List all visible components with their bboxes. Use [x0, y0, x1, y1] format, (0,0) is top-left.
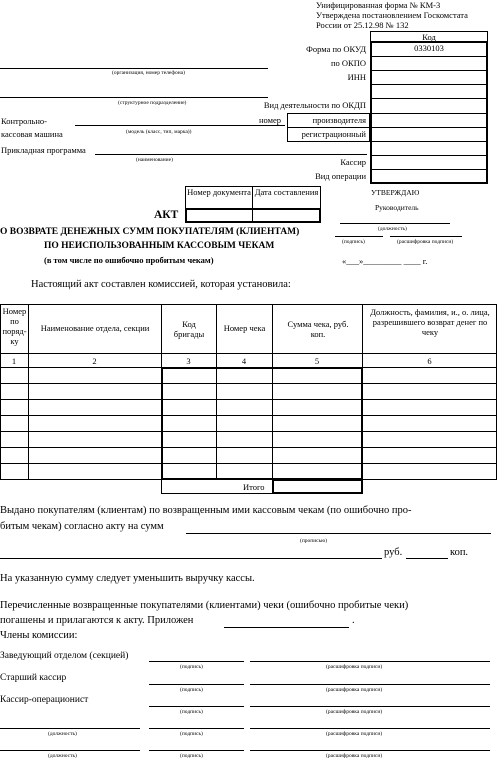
- member2-sign-line[interactable]: [149, 750, 244, 751]
- issued-text-line2: битым чекам) согласно акту на сумм: [0, 521, 164, 532]
- nomer-label: номер: [259, 115, 282, 125]
- approve-position-hint: (должность): [378, 226, 407, 232]
- cashier-label: Кассир: [340, 157, 366, 167]
- approve-decoding-hint: (расшифровка подписи): [397, 239, 454, 245]
- operation-label: Вид операции: [315, 171, 366, 181]
- total-label: Итого: [243, 482, 265, 492]
- kkm-label-1: Контрольно-: [1, 116, 47, 126]
- col-num-2: 2: [92, 356, 97, 366]
- approve-sign-hint: (подпись): [342, 239, 365, 245]
- th-department: Наименование отдела, секции: [40, 323, 150, 333]
- cashier-operator-decoding-line[interactable]: [250, 706, 490, 707]
- form-header-line3: России от 25.12.98 № 132: [316, 20, 409, 30]
- kkm-label-2: кассовая машина: [1, 129, 63, 139]
- head-dept-decoding-line[interactable]: [250, 661, 490, 662]
- name-hint: (наименование): [136, 157, 173, 163]
- table-data-area[interactable]: [161, 367, 363, 480]
- th-check-sum: Сумма чека, руб. коп.: [287, 319, 349, 339]
- th-brigade: Код бригады: [173, 319, 205, 339]
- issued-text-line1: Выдано покупателям (клиентам) по возвращенным ими кассовым чекам (по ошибочно про-: [0, 505, 412, 516]
- listed-text-line1: Перечисленные возвращенные покупателями (клиентами) чеки (ошибочно пробитые чеки): [0, 600, 409, 611]
- intro-text: Настоящий акт составлен комиссией, которая установила:: [31, 279, 291, 290]
- cashier-operator-decoding-hint: (расшифровка подписи): [326, 709, 383, 715]
- member2-position-hint: (должность): [48, 753, 77, 759]
- th-check-number: Номер чека: [223, 323, 266, 333]
- senior-cashier-decoding-line[interactable]: [250, 684, 490, 685]
- org-hint: (организация, номер телефона): [112, 70, 185, 76]
- inn-label: ИНН: [347, 72, 366, 82]
- col-num-6: 6: [427, 356, 432, 366]
- senior-cashier-decoding-hint: (расшифровка подписи): [326, 687, 383, 693]
- senior-cashier-sign-line[interactable]: [149, 684, 244, 685]
- cashier-operator-sign-hint: (подпись): [180, 709, 203, 715]
- head-dept-sign-hint: (подпись): [180, 664, 203, 670]
- title-line2: ПО НЕИСПОЛЬЗОВАННЫМ КАССОВЫМ ЧЕКАМ: [44, 241, 275, 251]
- member2-position-line[interactable]: [0, 750, 140, 751]
- commission-label: Члены комиссии:: [0, 630, 78, 641]
- kkm-model-line[interactable]: [75, 125, 253, 126]
- code-head-label: Код: [422, 32, 436, 42]
- listed-text-line2: погашены и прилагаются к акту. Приложен: [0, 615, 194, 626]
- reduce-text: На указанную сумму следует уменьшить выручку кассы.: [0, 573, 255, 584]
- rub-label: руб.: [384, 547, 403, 558]
- reg-label: регистрационный: [301, 129, 366, 139]
- member2-decoding-hint: (расшифровка подписи): [326, 753, 383, 759]
- col-num-1: 1: [11, 356, 17, 366]
- in-words-hint: (прописью): [300, 538, 328, 544]
- member2-decoding-line[interactable]: [250, 750, 490, 751]
- approve-title: УТВЕРЖДАЮ: [371, 188, 420, 197]
- member1-sign-hint: (подпись): [180, 731, 203, 737]
- title-line1: О ВОЗВРАТЕ ДЕНЕЖНЫХ СУММ ПОКУПАТЕЛЯМ (КЛИЕНТАМ): [0, 227, 300, 237]
- senior-cashier-label: Старший кассир: [0, 673, 67, 683]
- approve-sign-line[interactable]: [335, 236, 383, 237]
- okpo-label: по ОКПО: [330, 58, 366, 68]
- struct-hint: (структурное подразделение): [118, 100, 187, 106]
- member1-position-line[interactable]: [0, 728, 140, 729]
- member1-sign-line[interactable]: [149, 728, 244, 729]
- col-num-3: 3: [186, 356, 191, 366]
- member1-decoding-hint: (расшифровка подписи): [326, 731, 383, 737]
- model-hint: (модель (класс, тип, марка)): [126, 129, 192, 135]
- senior-cashier-sign-hint: (подпись): [180, 687, 203, 693]
- cashier-operator-sign-line[interactable]: [149, 706, 244, 707]
- form-header-line1: Унифицированная форма № КМ-3: [316, 0, 441, 10]
- th-responsible: Должность, фамилия, и., о. лица, разрешившего возврат денег по чеку: [370, 307, 490, 337]
- approve-head: Руководитель: [375, 203, 419, 212]
- head-dept-decoding-hint: (расшифровка подписи): [326, 664, 383, 670]
- th-number: Номер по поряд-ку: [2, 306, 27, 346]
- okud-value: 0330103: [414, 43, 444, 53]
- sum-words-line-2[interactable]: [0, 558, 382, 559]
- doc-number-label: Номер документа: [187, 187, 251, 197]
- total-cell[interactable]: [272, 479, 363, 494]
- struct-line[interactable]: [0, 97, 268, 98]
- akt-label: АКТ: [154, 209, 179, 221]
- approve-date: «___»_________ ____ г.: [342, 256, 428, 266]
- sum-words-line[interactable]: [186, 533, 491, 534]
- col-num-5: 5: [314, 356, 320, 366]
- attachment-line[interactable]: [224, 627, 349, 628]
- doc-values-row[interactable]: [185, 208, 321, 223]
- head-dept-sign-line[interactable]: [149, 661, 244, 662]
- okdp-label: Вид деятельности по ОКДП: [263, 100, 366, 110]
- program-label: Прикладная программа: [1, 145, 86, 155]
- head-dept-label: Заведующий отделом (секцией): [0, 651, 129, 661]
- kop-label: коп.: [450, 547, 469, 558]
- producer-label: производителя: [312, 115, 366, 125]
- approve-position-line[interactable]: [340, 223, 450, 224]
- member1-position-hint: (должность): [48, 731, 77, 737]
- doc-date-label: Дата составления: [254, 187, 319, 197]
- col-num-4: 4: [241, 356, 247, 366]
- program-line[interactable]: [95, 154, 367, 155]
- member2-sign-hint: (подпись): [180, 753, 203, 759]
- kop-line[interactable]: [406, 558, 448, 559]
- cashier-operator-label: Кассир-операционист: [0, 695, 89, 705]
- approve-decoding-line[interactable]: [390, 236, 462, 237]
- title-line3: (в том числе по ошибочно пробитым чекам): [44, 255, 214, 265]
- form-header-line2: Утверждена постановлением Госкомстата: [316, 10, 468, 20]
- org-line[interactable]: [0, 68, 268, 69]
- okud-label: Форма по ОКУД: [306, 44, 366, 54]
- member1-decoding-line[interactable]: [250, 728, 490, 729]
- kkm-number-line[interactable]: [253, 125, 285, 126]
